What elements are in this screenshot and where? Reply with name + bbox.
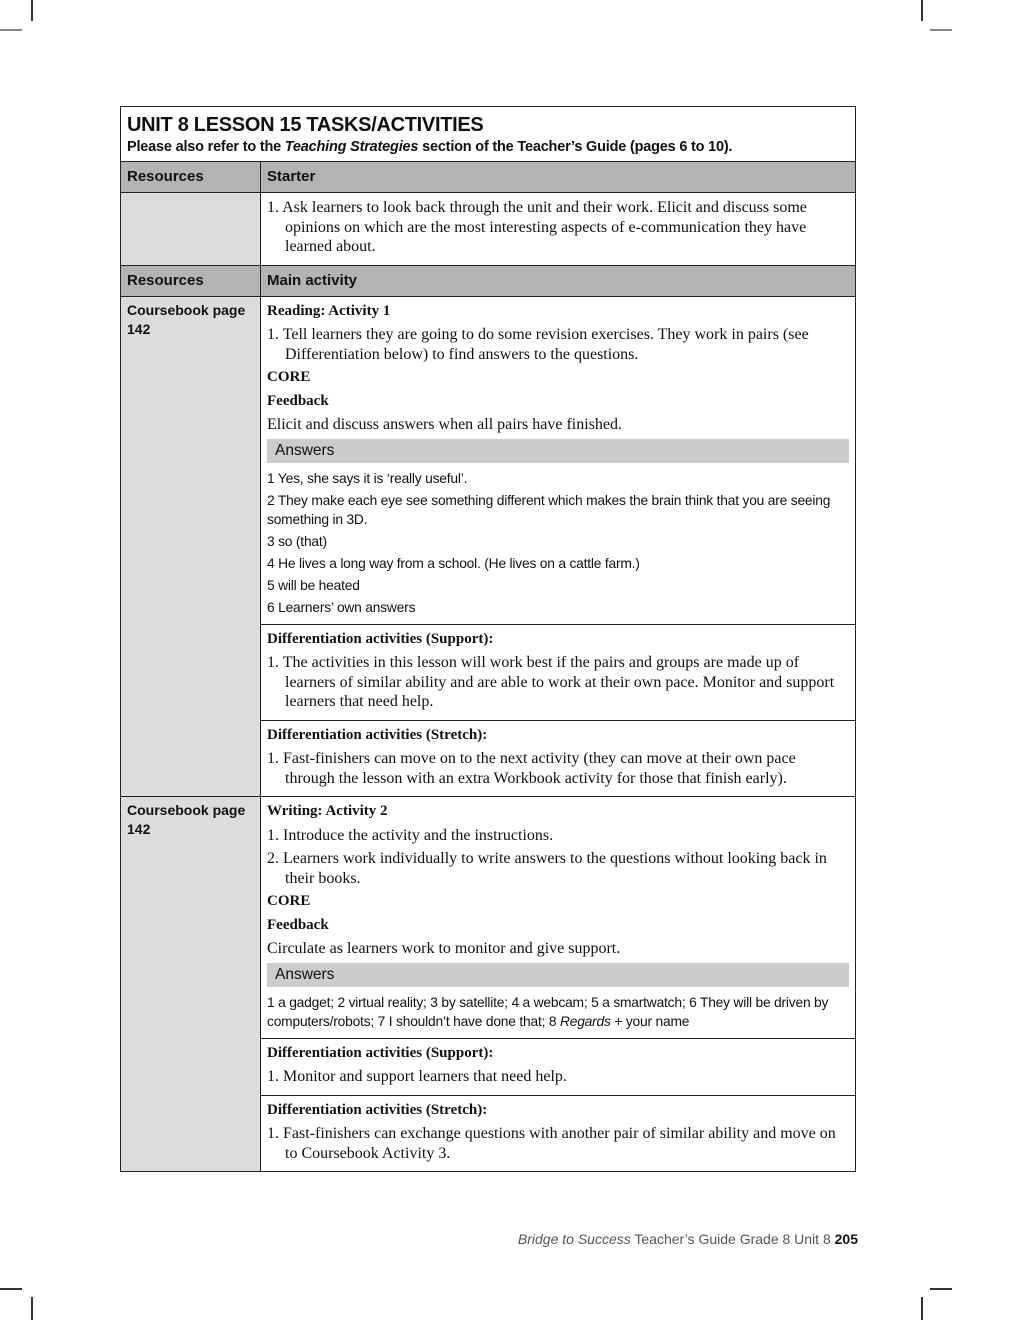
stretch-text: 1. Fast-finishers can exchange questions with another pair of similar ability and move on to Coursebook Activity 3. — [267, 1125, 836, 1162]
feedback-label: Feedback — [267, 916, 329, 933]
subtitle-text: section of the Teacher’s Guide (pages 6 to 10). — [418, 139, 733, 155]
support-label: Differentiation activities (Support): — [267, 1044, 494, 1061]
activity-heading: Writing: Activity 2 — [267, 803, 388, 819]
activity-row — [121, 797, 855, 1171]
activity-step: 1. Tell learners they are going to do some revision exercises. They work in pairs (see Differentiation below) to find answers to the questions. — [267, 326, 809, 363]
starter-step: 1. Ask learners to look back through the unit and their work. Elicit and discuss some opinions on which are the most interesting aspects of e-communication they have learned about. — [267, 199, 807, 255]
activity-body — [261, 797, 855, 1039]
subtitle-text: Please also refer to the — [127, 139, 285, 155]
stretch-label: Differentiation activities (Stretch): — [267, 726, 488, 743]
page-title: UNIT 8 LESSON 15 TASKS/ACTIVITIES — [127, 114, 484, 136]
support-block — [261, 625, 855, 721]
answer-item: 1 Yes, she says it is ‘really useful’. — [267, 470, 468, 486]
feedback-text: Circulate as learners work to monitor and give support. — [267, 940, 621, 957]
activity-body — [261, 297, 855, 625]
crop-mark — [921, 0, 923, 21]
stretch-text: 1. Fast-finishers can move on to the next activity (they can move at their own pace through the lesson with an extra Workbook activity for those that finish early). — [267, 750, 796, 787]
starter-header-row — [121, 162, 855, 193]
answer-item: 4 He lives a long way from a school. (He lives on a cattle farm.) — [267, 555, 640, 571]
resource-label: Coursebook page 142 — [121, 797, 261, 1171]
activity-step: 2. Learners work individually to write answers to the questions without looking back in their books. — [267, 850, 827, 887]
main-activity-header: Main activity — [261, 266, 855, 296]
starter-row — [121, 193, 855, 266]
answers-header: Answers — [267, 439, 849, 463]
answer-item: 2 They make each eye see something different which makes the brain think that you are seeing something in 3D. — [267, 492, 831, 527]
crop-mark — [0, 29, 22, 31]
book-title: Bridge to Success — [517, 1231, 631, 1247]
feedback-label: Feedback — [267, 392, 329, 409]
answer-item: 6 Learners’ own answers — [267, 599, 416, 615]
footer-text: Teacher’s Guide Grade 8 Unit 8 — [630, 1231, 835, 1247]
stretch-block — [261, 721, 855, 797]
activity-row — [121, 297, 855, 798]
answer-list — [267, 993, 849, 1031]
support-label: Differentiation activities (Support): — [267, 630, 494, 647]
stretch-block — [261, 1096, 855, 1172]
page-footer — [518, 1231, 858, 1247]
answer-item: 3 so (that) — [267, 533, 327, 549]
page-subtitle — [127, 137, 849, 157]
crop-mark — [930, 1288, 952, 1290]
lesson-header — [121, 107, 855, 162]
main-header-row — [121, 266, 855, 297]
resources-header: Resources — [121, 162, 261, 192]
answer-text: + your name — [610, 1013, 690, 1029]
crop-mark — [930, 29, 952, 31]
subtitle-italic: Teaching Strategies — [284, 139, 419, 155]
crop-mark — [31, 1297, 33, 1320]
activity-step: 1. Introduce the activity and the instructions. — [267, 826, 554, 844]
core-label: CORE — [267, 893, 311, 909]
resource-label: Coursebook page 142 — [121, 297, 261, 797]
answers-header: Answers — [267, 963, 849, 987]
lesson-table — [120, 106, 856, 1172]
answer-item: 5 will be heated — [267, 577, 360, 593]
resources-header: Resources — [121, 266, 261, 296]
answer-text: 1 a gadget; 2 virtual reality; 3 by satellite; 4 a webcam; 5 a smartwatch; 6 They will be driven by computers/robots; 7 I shouldn’t have done that; 8 — [267, 994, 829, 1029]
resources-cell — [121, 193, 261, 265]
crop-mark — [31, 0, 33, 21]
support-text: 1. Monitor and support learners that need help. — [267, 1068, 567, 1085]
stretch-label: Differentiation activities (Stretch): — [267, 1101, 488, 1118]
crop-mark — [0, 1288, 22, 1290]
support-block — [261, 1039, 855, 1096]
activity-heading: Reading: Activity 1 — [267, 302, 391, 319]
page-number: 205 — [834, 1231, 858, 1247]
feedback-text: Elicit and discuss answers when all pairs have finished. — [267, 416, 623, 433]
answer-italic: Regards — [559, 1013, 611, 1029]
starter-header: Starter — [261, 162, 855, 192]
core-label: CORE — [267, 369, 311, 385]
support-text: 1. The activities in this lesson will work best if the pairs and groups are made up of learners of similar ability and are able to work at their own pace. Monitor and support learners that need help. — [267, 654, 835, 710]
crop-mark — [921, 1297, 923, 1320]
